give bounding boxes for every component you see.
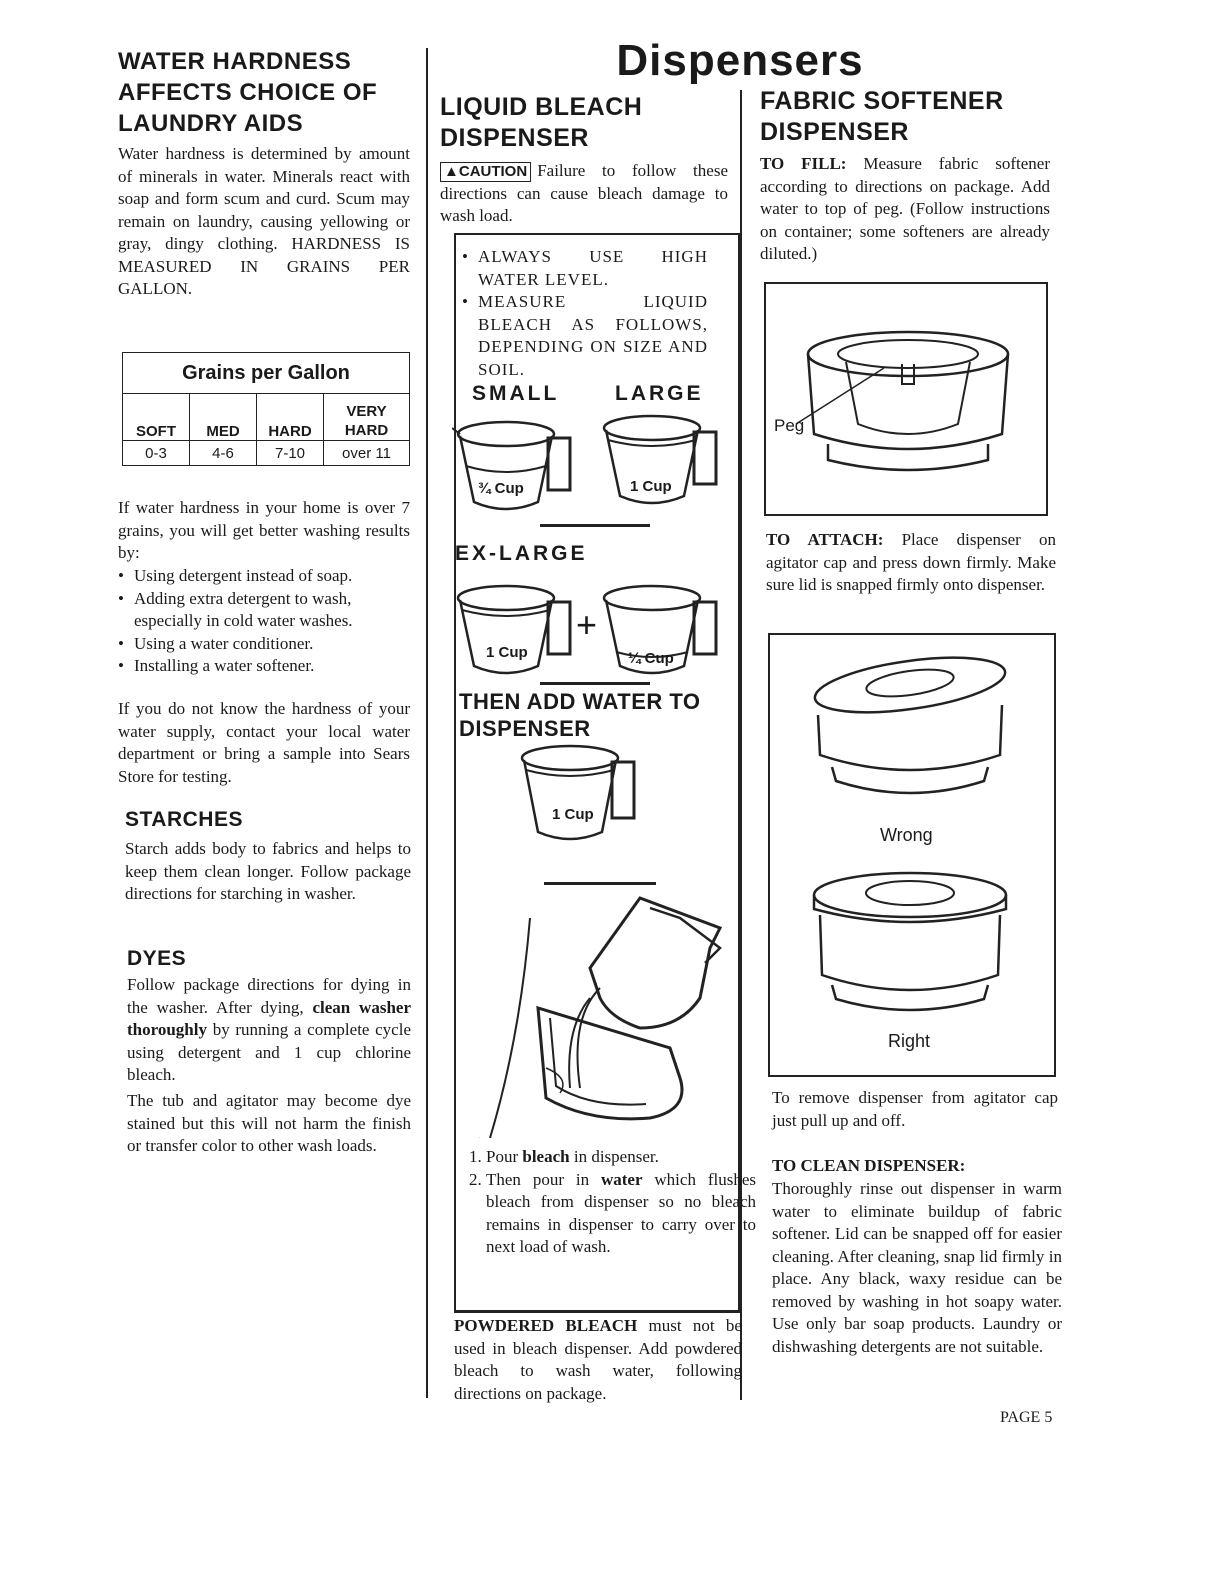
dispenser-peg-illustration (766, 284, 1046, 514)
measuring-cup-quarter (598, 582, 728, 682)
liquid-bleach-heading: LIQUID BLEACH DISPENSER (440, 93, 643, 152)
pour-steps-list (462, 1146, 756, 1259)
warning-triangle-icon: ▲ (444, 163, 459, 180)
table-cell: 4-6 (190, 441, 257, 466)
table-cell: 0-3 (123, 441, 190, 466)
list-item (486, 1169, 756, 1259)
list-item: • ALWAYS USE HIGH WATER LEVEL. (462, 246, 708, 291)
measuring-cup-one-xl (452, 582, 582, 682)
hardness-over-7: If water hardness in your home is over 7 grains, you will get better washing results by: (118, 498, 410, 562)
to-fill-label: TO FILL: (760, 154, 847, 173)
hardness-unknown: If you do not know the hardness of your water supply, contact your local water department or bring a sample into Sears Store for testing. (118, 699, 410, 786)
dyes-text-part: Follow package directions for dying in the washer. After dying, (127, 975, 411, 1017)
list-item: • Installing a water softener. (118, 655, 410, 678)
step-text: Pour (486, 1147, 519, 1166)
list-item (486, 1146, 756, 1169)
hardness-tips-list (118, 565, 410, 678)
column-divider-left (426, 48, 428, 1398)
step-bold: water (600, 1169, 643, 1189)
measuring-cup-one (598, 412, 728, 512)
table-header: HARD (257, 394, 324, 441)
divider (540, 682, 650, 685)
dyes-text (127, 974, 411, 1087)
powdered-text: must not be used in bleach dispenser. Add powdered bleach to wash water, following directions on package. (454, 1316, 742, 1403)
dyes-heading: DYES (127, 947, 187, 970)
step-text: which flushes bleach from dispenser so no bleach remains in dispenser to carry over to next load of wash. (486, 1169, 756, 1256)
to-fill-text (760, 153, 1050, 266)
wrong-right-figure (768, 633, 1056, 1077)
to-attach-body: Place dispenser on agitator cap and press down firmly. Make sure lid is snapped firmly onto dispenser. (766, 530, 1057, 594)
table-title: Grains per Gallon (123, 353, 410, 394)
list-item: • Using detergent instead of soap. (118, 565, 410, 588)
plus-icon: + (576, 604, 598, 645)
cup-label: ¾ Cup (478, 480, 524, 497)
table-header: MED (190, 394, 257, 441)
cup-label: 1 Cup (552, 806, 594, 823)
table-header: VERY HARD (324, 394, 410, 441)
right-label: Right (888, 1031, 931, 1051)
large-label: LARGE (615, 382, 704, 405)
small-label: SMALL (472, 382, 560, 405)
grains-per-gallon-table (122, 352, 410, 466)
list-item: • MEASURE LIQUID BLEACH AS FOLLOWS, DEPENDING ON SIZE AND SOIL. (462, 291, 708, 381)
fabric-softener-heading: FABRIC SOFTENER DISPENSER (760, 87, 1004, 146)
dispenser-right-illustration (770, 865, 1054, 1055)
caution-label: CAUTION (458, 163, 528, 180)
dyes-bold: clean washer thoroughly (127, 997, 411, 1039)
divider (540, 524, 650, 527)
step-bold: bleach (522, 1147, 570, 1166)
powdered-bold: POWDERED BLEACH (454, 1316, 638, 1335)
to-clean-text: Thoroughly rinse out dispenser in warm water to eliminate buildup of fabric softener. Lid can be snapped off for easier cleaning. After cleaning, snap lid firmly in place. Any black, waxy residue can be removed by washing in hot soapy water. Use only bar soap products. Laundry or dishwashing detergents are not suitable. (772, 1179, 1062, 1356)
to-clean-label: TO CLEAN DISPENSER: (772, 1156, 966, 1175)
pouring-bleach-illustration (450, 888, 730, 1138)
powdered-bleach-note (454, 1315, 742, 1405)
caution-paragraph (440, 160, 728, 228)
table-cell: 7-10 (257, 441, 324, 466)
wrong-label: Wrong (880, 825, 933, 845)
measuring-cup-icon (452, 582, 582, 682)
cup-label: ¼ Cup (628, 650, 674, 667)
dispenser-wrong-illustration (770, 655, 1054, 845)
measuring-cup-water (516, 742, 646, 852)
cup-label: 1 Cup (486, 644, 528, 661)
measuring-cup-three-quarter (452, 418, 582, 518)
step-text: in dispenser. (573, 1147, 659, 1166)
bleach-instructions-list (462, 246, 708, 381)
starches-heading: STARCHES (125, 808, 243, 831)
dyes-text-part: by running a complete cycle using detergent and 1 cup chlorine bleach. (127, 1020, 411, 1084)
list-item: • Using a water conditioner. (118, 633, 410, 656)
ex-large-label: EX-LARGE (455, 542, 588, 565)
dispenser-figure (764, 282, 1048, 516)
then-add-water-heading: THEN ADD WATER TO DISPENSER (459, 689, 701, 741)
caution-text: Failure to follow these directions can cause bleach damage to wash load. (440, 161, 728, 225)
page-title: Dispensers (616, 36, 864, 85)
water-hardness-intro: Water hardness is determined by amount of minerals in water. Minerals react with soap and form scum and curd. Scum may remain on laundry, causing yellowing or gray, dingy clothing. HARDNESS IS MEASURED IN GRAINS PER GALLON. (118, 144, 410, 298)
peg-label: Peg (774, 416, 805, 435)
starches-text: Starch adds body to fabrics and helps to keep them clean longer. Follow package directions for starching in washer. (125, 839, 411, 903)
cup-label: 1 Cup (630, 478, 672, 495)
dyes-text-stain: The tub and agitator may become dye stained but this will not harm the finish or transfer color to other wash loads. (127, 1091, 411, 1155)
step-text: Then pour in (486, 1169, 590, 1189)
to-attach-label: TO ATTACH: (766, 530, 884, 549)
divider (544, 882, 656, 885)
table-header: SOFT (123, 394, 190, 441)
measuring-cup-icon (598, 582, 728, 682)
measuring-cup-icon (516, 742, 646, 852)
caution-badge (440, 162, 531, 182)
measuring-cup-icon (452, 418, 582, 518)
to-attach-text (766, 529, 1056, 597)
remove-dispenser-text: To remove dispenser from agitator cap just pull up and off. (772, 1088, 1058, 1130)
page-number: PAGE 5 (1000, 1409, 1053, 1426)
list-item: • Adding extra detergent to wash, especially in cold water washes. (118, 588, 410, 633)
measuring-cup-icon (598, 412, 728, 512)
table-cell: over 11 (324, 441, 410, 466)
to-fill-body: Measure fabric softener according to directions on package. Add water to top of peg. (Follow instructions on container; some softeners are already diluted.) (760, 154, 1051, 263)
water-hardness-heading: WATER HARDNESS AFFECTS CHOICE OF LAUNDRY AIDS (118, 48, 378, 137)
